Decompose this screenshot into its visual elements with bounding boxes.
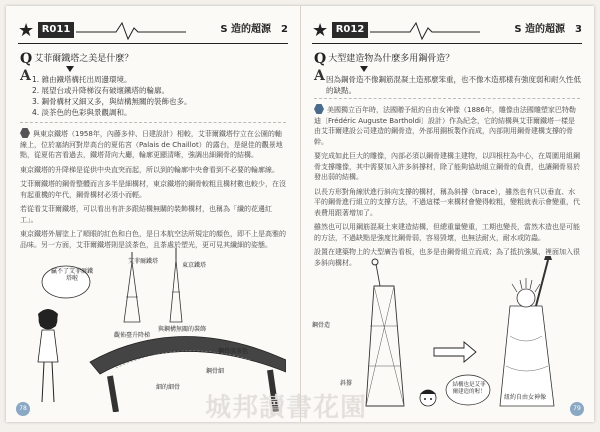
- answer-item: 4. 淡茶色的色彩與景觀調和。: [32, 108, 132, 117]
- statue-of-liberty-icon: [500, 256, 554, 406]
- explanation: [314, 104, 580, 272]
- left-header: [18, 20, 288, 42]
- paragraph: 美國獨立百年時，法國贈予紐約自由女神像（1886年，雕像由法國雕塑家巴特勒迪〔Frédéric Auguste Bartholdi〕設計）作為紀念，它的結構與艾菲爾鐵塔一樣是由艾菲爾建設公司建造的鋼骨造，外部用銅板製作而成，內部則用鋼骨建構支撐的骨幹。: [314, 106, 576, 146]
- star-icon: ★: [312, 20, 329, 41]
- explanation: [20, 128, 286, 254]
- down-arrow-icon: [66, 66, 74, 72]
- label-brace: 斜撐: [340, 380, 353, 387]
- label-tokyo: 東京鐵塔: [182, 262, 207, 269]
- paragraph: 要完成如此巨大的雕像，內部必須以鋼骨建構主建物，以四根柱為中心，在周圍用組鋼骨支撐雕像，其中需要加入許多斜撐材，除了能夠協助組立鋼骨的負責，也讓鋼骨易於發出弱的結構。: [314, 152, 580, 181]
- speech-bubble-text: 贏不了艾菲爾鐵塔啦: [50, 268, 93, 282]
- divider: [314, 98, 580, 99]
- topic-code: R012: [332, 22, 368, 38]
- right-arrow-icon: [434, 342, 476, 362]
- right-header: [312, 20, 582, 42]
- paragraph: 東京鐵塔的升降梯是從供中央直突而起，所以到的輪廓中央會看到不必要的輪廓線。: [20, 165, 279, 174]
- question-text: 大型建造物為什麼多用鋼骨造？: [328, 54, 455, 64]
- paragraph: 以長方形對角線狀進行斜向支撐的構材，稱為斜撐（brace），雖然也有只以垂直、水平的鋼骨進行組立的支撐方法，不過這樣一來構材會變得較粗，變粗就表示會變重，代表費用跟著增加了。: [314, 187, 580, 217]
- speech-bubble-text: 結構也是艾菲爾建造的喔！: [452, 382, 486, 395]
- header-rule: [312, 43, 582, 44]
- left-page: [6, 6, 301, 422]
- page-number: 79: [570, 402, 584, 416]
- chapter-title: S 造的超源 2: [220, 24, 288, 35]
- label-observation-lift: 觀佈臺升降梯: [114, 332, 151, 339]
- label-thin: 鋼骨細: [206, 368, 225, 375]
- header-rule: [18, 43, 288, 44]
- woman-figure-icon: [38, 309, 58, 402]
- character-face-icon: [420, 390, 436, 406]
- label-fine-steel: 細的細骨: [156, 384, 181, 391]
- star-icon: ★: [18, 20, 35, 41]
- down-arrow-icon: [360, 66, 368, 72]
- book-spread: [6, 6, 594, 422]
- paragraph: 與東京鐵塔（1958年，內藤多仲、日建設計）相較，艾菲爾鐵塔佇立在公園的軸線上，位於塞納河對岸高台的夏佑宮（Palais de Chaillot）的露台，是絕佳的觀景地點，從夏佑宮看過去，鐵塔背向大廳，輪廓更顯清晰，強調出細鋼骨的結構。: [20, 130, 283, 159]
- label-color: 鋼骨淡茶色: [218, 348, 249, 355]
- paragraph: 艾菲爾鐵塔的鋼骨整體而言多半是細構材，東京鐵塔的鋼骨較粗且構材數也較少，在沒有起重機的年代，鋼骨構材必須小而輕。: [20, 180, 286, 199]
- hexagon-bullet-icon: [314, 104, 324, 114]
- steel-frame-icon: [366, 259, 404, 406]
- paragraph: 設置在建築物上的大型廣告看板，也多是由鋼骨組立而成；為了抵抗強風，裡面加入很多斜向構材。: [314, 248, 580, 267]
- paragraph: 雖然也可以用鋼筋混凝土來建造結構，但總重量變重，工期也變長，當然木造也是可能的方法，不過缺點是強度比鋼骨弱，容易毀壞，也無法耐火，耐水或防蟲。: [314, 223, 580, 242]
- topic-code: R011: [38, 22, 74, 38]
- right-page: [300, 6, 594, 422]
- hexagon-bullet-icon: [20, 128, 30, 138]
- question: Q大型建造物為什麼多用鋼骨造？: [314, 51, 455, 67]
- answer: A 1. 雜由鐵塔構托出周邊環境。 2. 展望台或升降梯沒有破壞鐵塔的輪廓。 3. 鋼骨構材又細又多，與結構無關的裝飾也多。 4. 淡茶色的色彩與景觀調和。: [20, 74, 290, 118]
- question: Q艾菲爾鐵塔之美是什麼？: [20, 51, 134, 67]
- divider: [20, 122, 286, 123]
- label-decoration: 與鋼構無關的裝飾: [158, 326, 207, 333]
- answer-item: 2. 展望台或升降梯沒有破壞鐵塔的輪廓。: [32, 86, 170, 95]
- question-text: 艾菲爾鐵塔之美是什麼？: [34, 54, 134, 64]
- paragraph: 若從看艾菲爾鐵塔，可以看出有許多跟結構無關的裝飾構材，也稱為「纖的花邊紅工」。: [20, 205, 272, 224]
- label-steel-frame: 鋼骨造: [312, 322, 331, 329]
- heartbeat-line-icon: [76, 20, 186, 42]
- label-eiffel: 艾菲爾鐵塔: [128, 258, 159, 265]
- answer-item: 1. 雜由鐵塔構托出周邊環境。: [32, 75, 132, 84]
- paragraph: 東京鐵塔外層塗上了順眼的紅色和白色，是日本航空法所規定的顏色，即不上是高雅的品味。另一方面，艾菲爾鐵塔則是淡茶色，且茶處於塑光，更可見其纖細的姿態。: [20, 230, 286, 249]
- page-number: 78: [16, 402, 30, 416]
- chapter-title: S 造的超源 3: [514, 24, 582, 35]
- tokyo-tower-icon: [170, 248, 182, 322]
- answer: A 因為鋼骨造不像鋼筋混凝土造那麼笨重，也不像木造那樣有強度弱和耐久性低的缺點。: [314, 68, 581, 95]
- label-liberty: 紐約自由女神像: [504, 394, 547, 401]
- answer-item: 3. 鋼骨構材又細又多，與結構無關的裝飾也多。: [32, 97, 192, 106]
- answer-text: 因為鋼骨造不像鋼筋混凝土造那麼笨重，也不像木造那樣有強度弱和耐久性低的缺點。: [326, 75, 581, 95]
- heartbeat-line-icon: [370, 20, 480, 42]
- watermark: 城邦讀書花園: [205, 393, 368, 423]
